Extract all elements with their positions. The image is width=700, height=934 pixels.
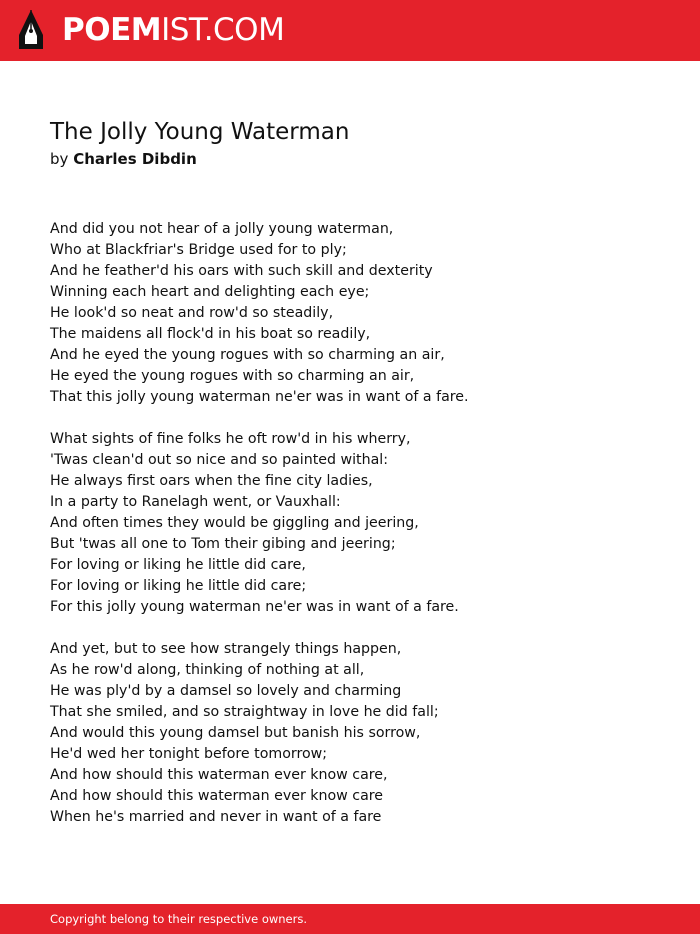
poem-line: But 'twas all one to Tom their gibing and jeering; xyxy=(50,536,396,552)
poem-line: In a party to Ranelagh went, or Vauxhall: xyxy=(50,494,341,510)
site-header xyxy=(0,0,700,61)
poem-line: And would this young damsel but banish his sorrow, xyxy=(50,725,421,741)
site-footer xyxy=(0,904,700,934)
poem-line: 'Twas clean'd out so nice and so painted withal: xyxy=(50,452,389,468)
author-name: Charles Dibdin xyxy=(73,150,197,168)
poem-line: That this jolly young waterman ne'er was in want of a fare. xyxy=(50,389,469,405)
brand-bold: POEM xyxy=(62,12,162,48)
poem-line: What sights of fine folks he oft row'd in his wherry, xyxy=(50,431,411,447)
poem-line: He'd wed her tonight before tomorrow; xyxy=(50,746,328,762)
poem-line: He always first oars when the fine city ladies, xyxy=(50,473,373,489)
pen-nib-icon[interactable] xyxy=(17,9,45,51)
brand-regular: IST.COM xyxy=(161,12,285,48)
poem-line: And how should this waterman ever know care, xyxy=(50,767,388,783)
poem-line: And yet, but to see how strangely things happen, xyxy=(50,641,402,657)
poem-line: For loving or liking he little did care; xyxy=(50,578,307,594)
poem-line: For this jolly young waterman ne'er was in want of a fare. xyxy=(50,599,459,615)
poem-line: Who at Blackfriar's Bridge used for to ply; xyxy=(50,242,347,258)
poem-line: And did you not hear of a jolly young waterman, xyxy=(50,221,394,237)
poem-line: And he feather'd his oars with such skill and dexterity xyxy=(50,263,433,279)
poem-line: Winning each heart and delighting each eye; xyxy=(50,284,370,300)
stanza-2 xyxy=(50,429,670,618)
poem-line: And he eyed the young rogues with so charming an air, xyxy=(50,347,445,363)
byline-prefix: by xyxy=(50,150,69,168)
poem-line: He eyed the young rogues with so charming an air, xyxy=(50,368,415,384)
poem-line: The maidens all flock'd in his boat so readily, xyxy=(50,326,371,342)
poem-line: He was ply'd by a damsel so lovely and charming xyxy=(50,683,402,699)
poem-title: The Jolly Young Waterman xyxy=(50,119,350,145)
poem-line: For loving or liking he little did care, xyxy=(50,557,306,573)
byline xyxy=(50,148,197,170)
copyright-notice: Copyright belong to their respective owners. xyxy=(50,912,308,926)
poem-line: That she smiled, and so straightway in love he did fall; xyxy=(50,704,439,720)
poem-line: And often times they would be giggling and jeering, xyxy=(50,515,419,531)
poem-line: And how should this waterman ever know care xyxy=(50,788,384,804)
poem-line: As he row'd along, thinking of nothing at all, xyxy=(50,662,365,678)
poem-line: He look'd so neat and row'd so steadily, xyxy=(50,305,334,321)
stanza-3 xyxy=(50,639,670,828)
stanza-1 xyxy=(50,219,670,408)
poem-line: When he's married and never in want of a fare xyxy=(50,809,382,825)
poem-body xyxy=(50,219,670,849)
site-logo-text[interactable] xyxy=(62,12,284,48)
